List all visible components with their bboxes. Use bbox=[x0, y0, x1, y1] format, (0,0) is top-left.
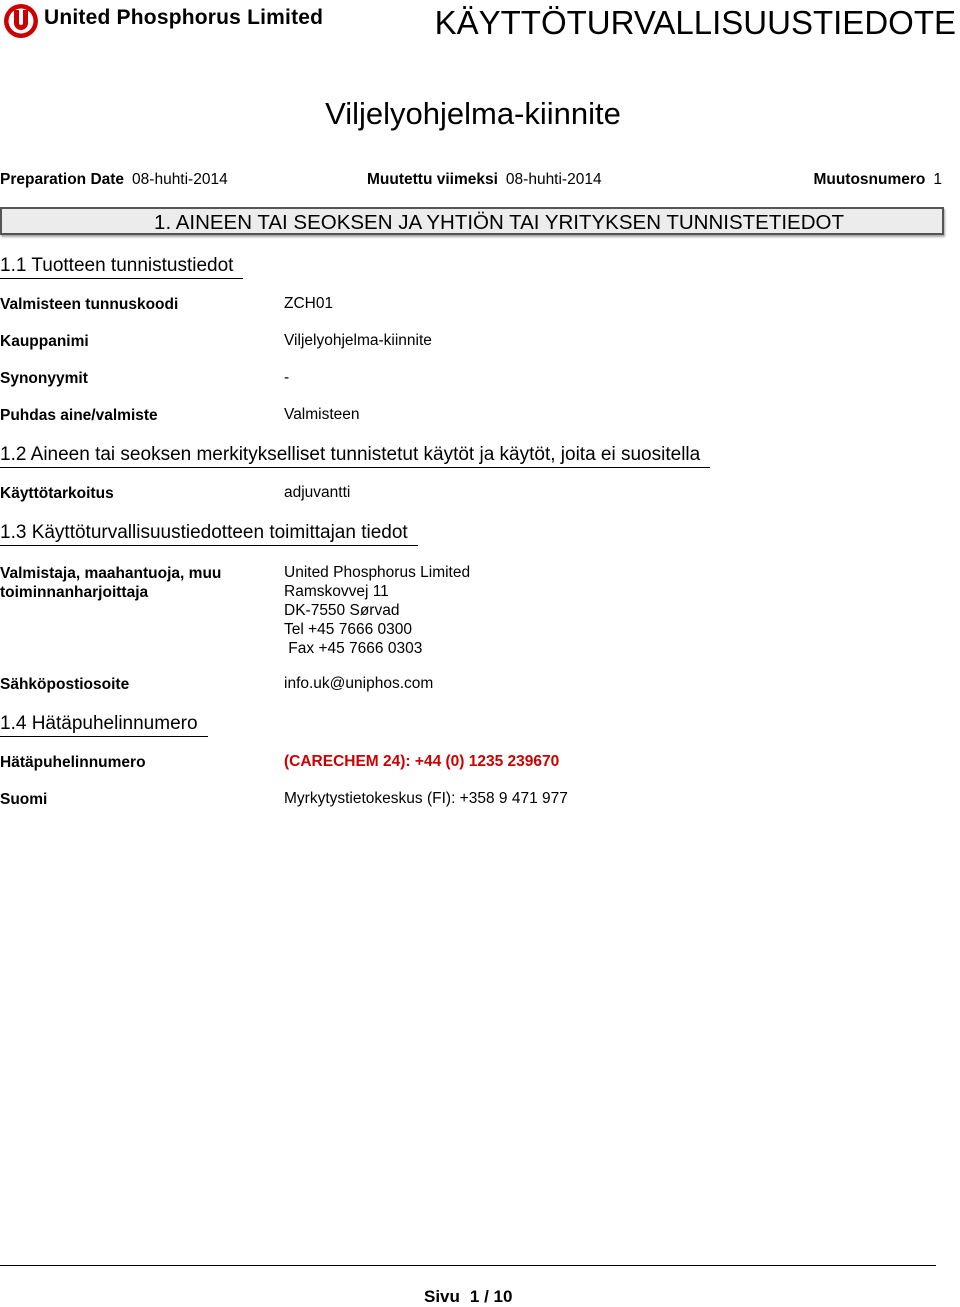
product-title: Viljelyohjelma-kiinnite bbox=[325, 96, 621, 131]
synonyms-value: - bbox=[284, 369, 290, 386]
email-label: Sähköpostiosoite bbox=[0, 676, 130, 693]
revision-number-label: Muutosnumero bbox=[813, 171, 926, 188]
preparation-date-label: Preparation Date bbox=[0, 171, 125, 188]
company-logo bbox=[2, 2, 414, 40]
preparation-date bbox=[0, 171, 228, 189]
intended-use-value: adjuvantti bbox=[284, 484, 351, 501]
email-value[interactable]: info.uk@uniphos.com bbox=[284, 675, 434, 692]
subsection-1-2-title: 1.2 Aineen tai seoksen merkitykselliset tunnistetut käytöt ja käytöt, joita ei suositella bbox=[0, 444, 710, 468]
company-name: United Phosphorus Limited bbox=[44, 6, 324, 29]
address-line: United Phosphorus Limited bbox=[284, 564, 471, 581]
substance-type-label: Puhdas aine/valmiste bbox=[0, 407, 158, 424]
revised-date bbox=[367, 171, 602, 189]
intended-use-label: Käyttötarkoitus bbox=[0, 485, 114, 502]
supplier-address bbox=[284, 563, 470, 658]
address-line: Fax +45 7666 0303 bbox=[284, 640, 423, 657]
revision-number-value: 1 bbox=[933, 171, 942, 188]
subsection-1-1-title: 1.1 Tuotteen tunnistustiedot bbox=[0, 255, 243, 279]
section-1-title: 1. AINEEN TAI SEOKSEN JA YHTIÖN TAI YRITYKSEN TUNNISTETIEDOT bbox=[154, 211, 844, 234]
revised-date-value: 08-huhti-2014 bbox=[505, 171, 602, 188]
page-value: 1 / 10 bbox=[469, 1287, 513, 1306]
section-1-header bbox=[0, 207, 944, 235]
substance-type-value: Valmisteen bbox=[284, 406, 360, 423]
subsection-1-3-title: 1.3 Käyttöturvallisuustiedotteen toimittajan tiedot bbox=[0, 522, 418, 546]
page-label: Sivu bbox=[424, 1287, 460, 1306]
upl-logo-icon bbox=[2, 2, 42, 40]
trade-name-label: Kauppanimi bbox=[0, 333, 89, 350]
address-line: Tel +45 7666 0300 bbox=[284, 621, 412, 638]
address-line: Ramskovvej 11 bbox=[284, 583, 389, 600]
subsection-1-4-title: 1.4 Hätäpuhelinnumero bbox=[0, 713, 208, 737]
document-type-title: KÄYTTÖTURVALLISUUSTIEDOTE bbox=[434, 4, 956, 41]
address-line: DK-7550 Sørvad bbox=[284, 602, 400, 619]
supplier-label: Valmistaja, maahantuoja, muu toiminnanharjoittaja bbox=[0, 565, 222, 601]
trade-name-value: Viljelyohjelma-kiinnite bbox=[284, 332, 432, 349]
product-code-value: ZCH01 bbox=[284, 295, 334, 312]
footer-divider bbox=[0, 1265, 936, 1266]
finland-phone-value: Myrkytystietokeskus (FI): +358 9 471 977 bbox=[284, 790, 568, 807]
emergency-phone-label: Hätäpuhelinnumero bbox=[0, 754, 146, 771]
synonyms-label: Synonyymit bbox=[0, 370, 88, 387]
revised-date-label: Muutettu viimeksi bbox=[367, 171, 498, 188]
page-number bbox=[424, 1287, 522, 1307]
product-code-label: Valmisteen tunnuskoodi bbox=[0, 296, 179, 313]
finland-label: Suomi bbox=[0, 791, 48, 808]
revision-number bbox=[813, 171, 942, 189]
preparation-date-value: 08-huhti-2014 bbox=[132, 171, 228, 188]
emergency-phone-value: (CARECHEM 24): +44 (0) 1235 239670 bbox=[284, 753, 560, 770]
